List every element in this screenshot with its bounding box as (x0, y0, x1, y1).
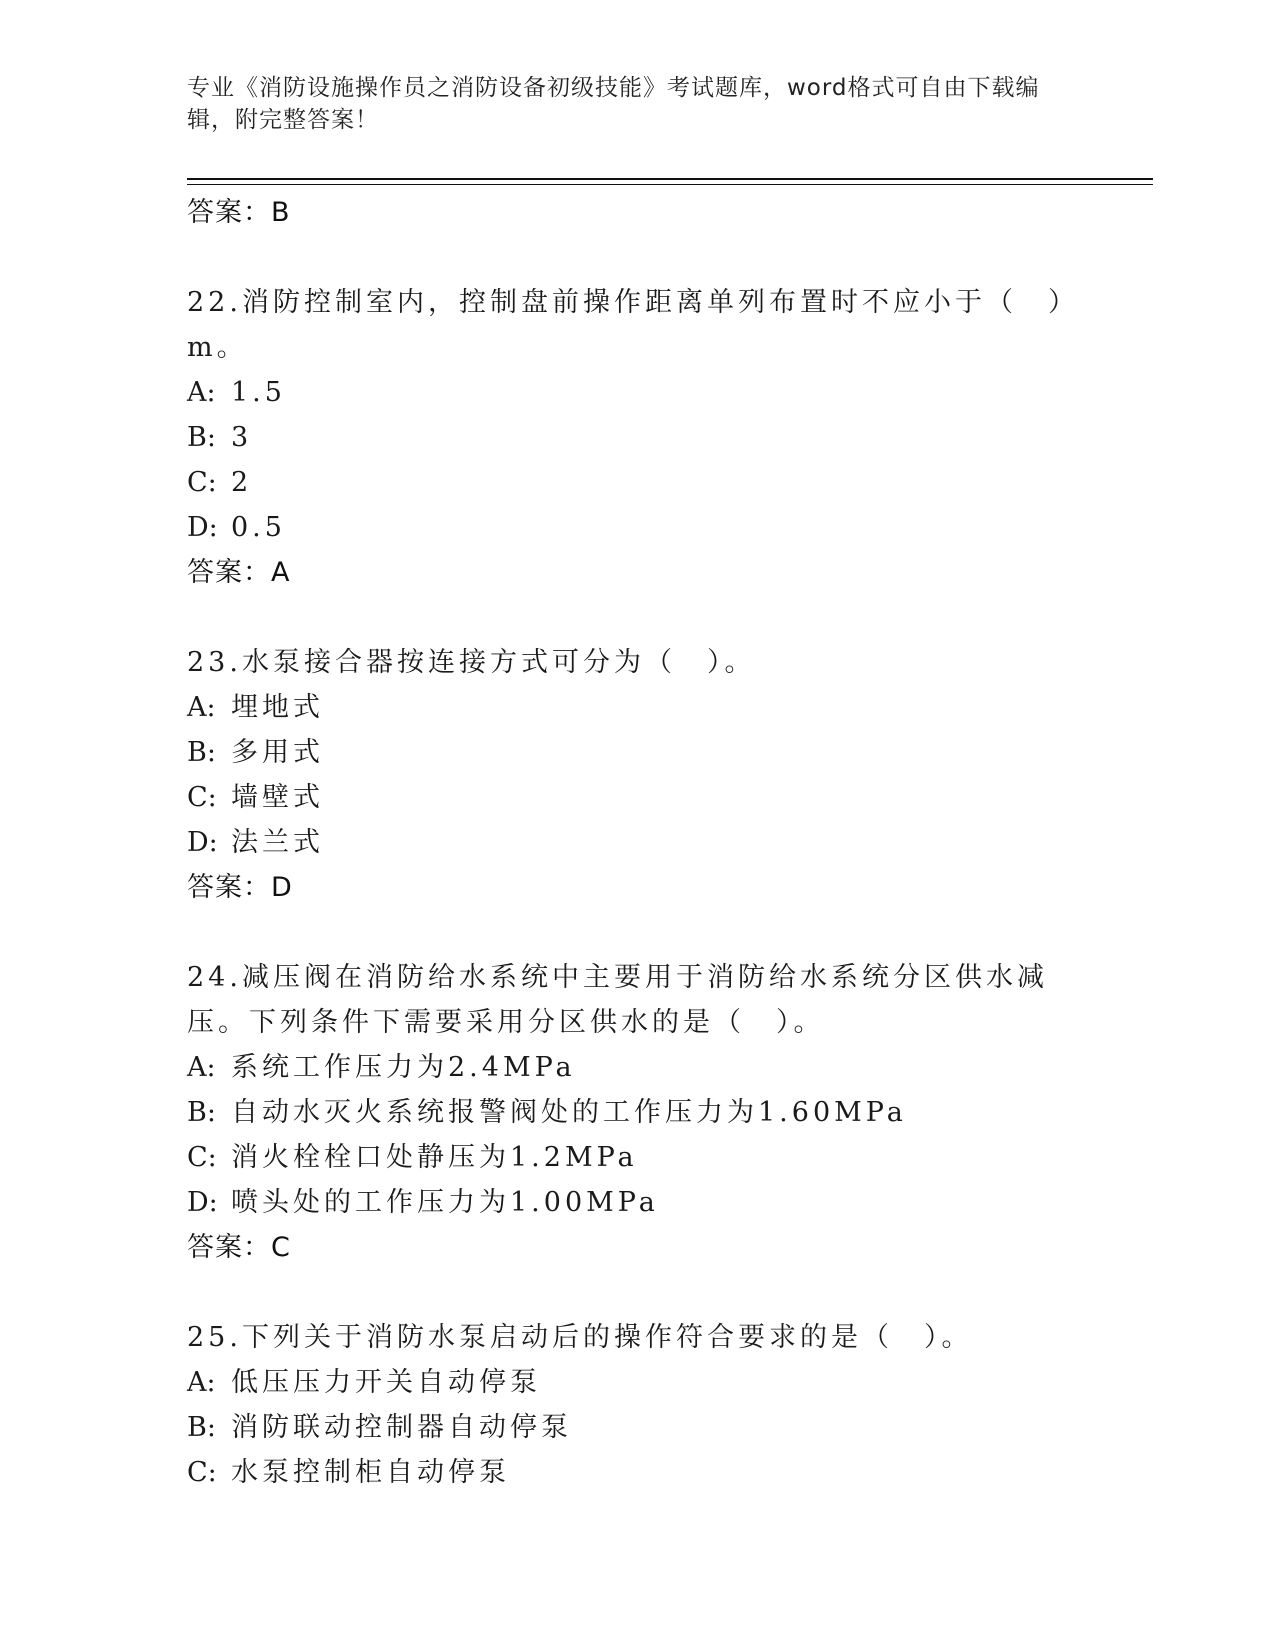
option-key: A: (187, 377, 216, 408)
option-text: 喷头处的工作压力为1.00MPa (231, 1187, 659, 1218)
option-c (187, 460, 1087, 505)
question-22 (187, 280, 1087, 595)
option-d (187, 1180, 1087, 1225)
answer-line (187, 1225, 1087, 1270)
question-24 (187, 955, 1087, 1270)
option-a (187, 1360, 1087, 1405)
question-23 (187, 640, 1087, 910)
option-text: 法兰式 (231, 827, 324, 858)
question-text: 23.水泵接合器按连接方式可分为（ ）。 (187, 647, 756, 678)
option-text: 低压压力开关自动停泵 (231, 1367, 541, 1398)
question-list (187, 190, 1087, 1495)
option-text: 消防联动控制器自动停泵 (231, 1412, 572, 1443)
answer-label: 答案： (187, 197, 271, 228)
question-text: 25.下列关于消防水泵启动后的操作符合要求的是（ ）。 (187, 1322, 973, 1353)
answer-value: B (271, 197, 291, 228)
option-text: 多用式 (231, 737, 324, 768)
option-text: 1.5 (231, 377, 286, 408)
option-b (187, 1090, 1087, 1135)
option-d (187, 505, 1087, 550)
option-key: B: (187, 1097, 216, 1128)
answer-label: 答案： (187, 1232, 271, 1263)
option-text: 墙壁式 (231, 782, 324, 813)
header-divider-thick (187, 178, 1153, 180)
answer-line (187, 550, 1087, 595)
answer-label: 答案： (187, 872, 271, 903)
option-text: 水泵控制柜自动停泵 (231, 1457, 510, 1488)
option-c (187, 1450, 1087, 1495)
header-divider-thin (187, 184, 1153, 185)
answer-label: 答案： (187, 557, 271, 588)
option-c (187, 775, 1087, 820)
option-key: C: (187, 467, 217, 498)
option-key: A: (187, 692, 216, 723)
option-text: 2 (231, 467, 253, 498)
option-text: 3 (231, 422, 253, 453)
option-key: D: (187, 827, 218, 858)
question-25 (187, 1315, 1087, 1495)
option-key: B: (187, 422, 216, 453)
option-key: A: (187, 1052, 216, 1083)
page-header: 专业《消防设施操作员之消防设备初级技能》考试题库，word格式可自由下载编辑，附完整答案！ (187, 75, 1040, 133)
option-b (187, 415, 1087, 460)
option-text: 系统工作压力为2.4MPa (231, 1052, 576, 1083)
option-b (187, 730, 1087, 775)
option-key: B: (187, 737, 216, 768)
option-key: D: (187, 1187, 218, 1218)
option-text: 消火栓栓口处静压为1.2MPa (231, 1142, 638, 1173)
answer-line (187, 190, 1087, 235)
answer-value: A (271, 557, 291, 588)
option-key: A: (187, 1367, 216, 1398)
option-key: D: (187, 512, 218, 543)
answer-line (187, 865, 1087, 910)
option-key: C: (187, 1142, 217, 1173)
option-d (187, 820, 1087, 865)
option-text: 0.5 (231, 512, 286, 543)
question-text: 24.减压阀在消防给水系统中主要用于消防给水系统分区供水减压。下列条件下需要采用分区供水的是（ ）。 (187, 962, 1048, 1038)
answer-value: C (271, 1232, 291, 1263)
question-text: 22.消防控制室内，控制盘前操作距离单列布置时不应小于（ ）m。 (187, 287, 1079, 363)
option-a (187, 1045, 1087, 1090)
option-key: C: (187, 1457, 217, 1488)
option-key: B: (187, 1412, 216, 1443)
option-b (187, 1405, 1087, 1450)
option-c (187, 1135, 1087, 1180)
option-text: 自动水灭火系统报警阀处的工作压力为1.60MPa (231, 1097, 907, 1128)
option-text: 埋地式 (231, 692, 324, 723)
option-a (187, 370, 1087, 415)
answer-value: D (271, 872, 293, 903)
option-a (187, 685, 1087, 730)
option-key: C: (187, 782, 217, 813)
